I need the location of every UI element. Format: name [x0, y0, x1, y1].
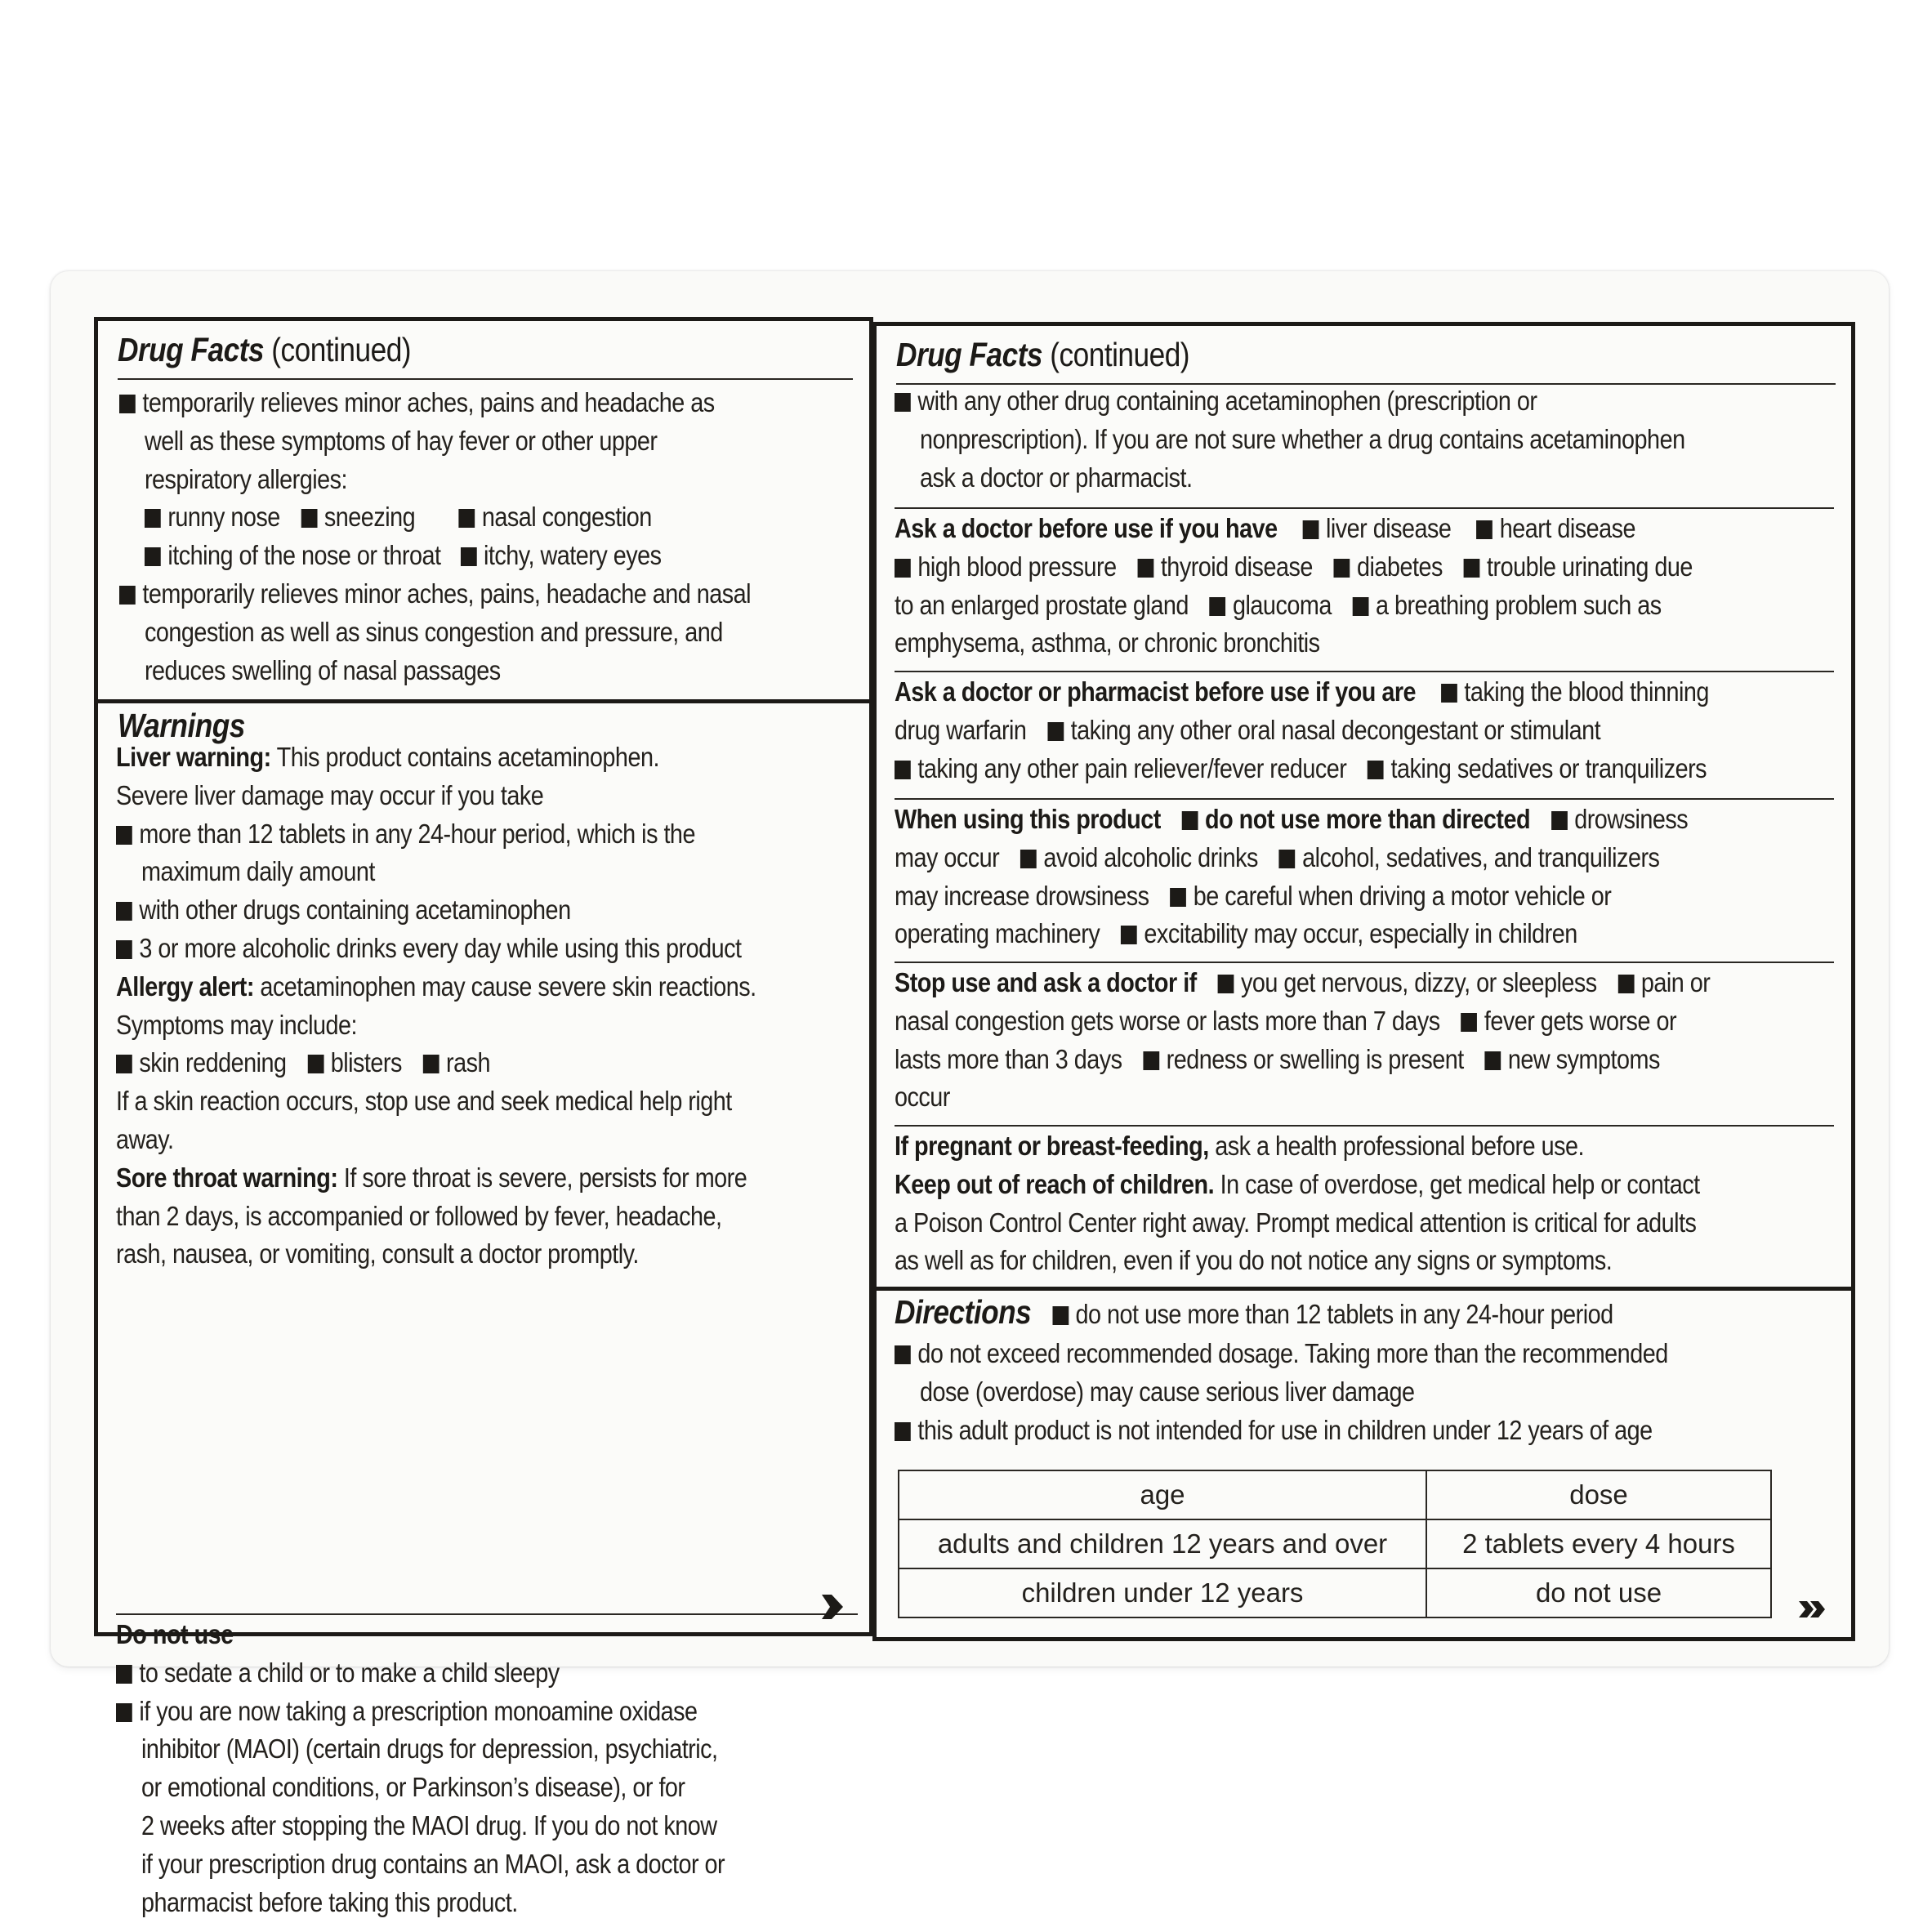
ask-doctor-section — [895, 511, 1834, 672]
bullet-square-icon — [1353, 597, 1369, 616]
bullet-square-icon — [1137, 559, 1153, 578]
table-cell-age: children under 12 years — [899, 1568, 1426, 1617]
right-header-suffix: (continued) — [1050, 336, 1190, 373]
table-row — [899, 1519, 1771, 1568]
pregnant-line: If pregnant or breast-feeding, ask a health professional before use. — [895, 1131, 1584, 1162]
stop-use-line-2: nasal congestion gets worse or lasts more than 7 days fever gets worse or — [895, 1006, 1677, 1037]
warnings-rule — [116, 1613, 858, 1615]
liver-warning-line-1: Liver warning: This product contains acetaminophen. — [116, 743, 659, 773]
allergy-line-4: away. — [116, 1124, 174, 1155]
bullet-square-icon — [1218, 975, 1234, 993]
sore-throat-line-1: Sore throat warning: If sore throat is severe, persists for more — [116, 1162, 747, 1194]
bullet-square-icon — [116, 902, 132, 921]
right-header-title: Drug Facts — [896, 336, 1043, 373]
other-drug-section — [895, 383, 1834, 509]
bullet-square-icon — [1334, 559, 1350, 578]
bullet-square-icon — [1485, 1051, 1501, 1070]
bullet-square-icon — [1464, 559, 1480, 578]
bullet-square-icon — [1551, 811, 1568, 830]
bullet-square-icon — [119, 586, 136, 605]
bullet-square-icon — [1210, 597, 1226, 616]
liver-bullet-1: more than 12 tablets in any 24-hour period, which is the — [116, 816, 756, 854]
sore-throat-line-3: rash, nausea, or vomiting, consult a doctor promptly. — [116, 1239, 639, 1270]
allergy-line-1: Allergy alert: acetaminophen may cause severe skin reactions. — [116, 971, 756, 1002]
keep-out-line-3: as well as for children, even if you do not notice any signs or symptoms. — [895, 1246, 1613, 1277]
right-header-row — [896, 332, 1836, 385]
uses2-line-3: reduces swelling of nasal passages — [144, 655, 501, 686]
bullet-square-icon — [895, 1345, 911, 1364]
ask-doctor-line-4: emphysema, asthma, or chronic bronchitis — [895, 628, 1320, 659]
bullet-square-icon — [145, 547, 161, 566]
do-not-use-b2-line-3: or emotional conditions, or Parkinson’s disease), or for — [141, 1773, 685, 1804]
ask-pharm-line-1: Ask a doctor or pharmacist before use if you are taking the blood thinning — [895, 677, 1709, 707]
warnings-title: Warnings — [118, 707, 245, 744]
do-not-use-b2-line-6: pharmacist before taking this product. — [141, 1887, 518, 1918]
uses-line-1: temporarily relieves minor aches, pains and headache as — [119, 385, 751, 423]
when-using-line-1: When using this product do not use more than directed drowsiness — [895, 805, 1689, 835]
bullet-square-icon — [1617, 975, 1634, 993]
do-not-use-b2-line-5: if your prescription drug contains an MAOI, ask a doctor or — [141, 1849, 725, 1880]
left-header-title: Drug Facts — [118, 331, 265, 368]
table-cell-dose: 2 tablets every 4 hours — [1426, 1519, 1771, 1568]
bullet-square-icon — [116, 826, 132, 845]
other-drug-line-3: ask a doctor or pharmacist. — [919, 462, 1193, 493]
right-header — [896, 332, 1704, 377]
drug-facts-right-panel — [872, 322, 1855, 1641]
bullet-square-icon — [895, 393, 911, 412]
do-not-use-title: Do not use — [116, 1620, 234, 1650]
table-header-age: age — [899, 1470, 1426, 1519]
bullet-square-icon — [1279, 850, 1296, 868]
other-drug-line-2: nonprescription). If you are not sure whether a drug contains acetaminophen — [919, 424, 1685, 455]
do-not-use-b2-line-1: if you are now taking a prescription monoamine oxidase — [116, 1693, 725, 1732]
other-drug-line-1: with any other drug containing acetaminophen (prescription or — [895, 383, 1702, 422]
bullet-square-icon — [895, 761, 911, 779]
uses-line-3: respiratory allergies: — [144, 464, 348, 495]
warnings-body — [116, 739, 860, 1274]
pregnant-keep-out-section — [895, 1128, 1834, 1281]
bullet-square-icon — [145, 509, 161, 528]
bullet-square-icon — [116, 1665, 132, 1684]
table-cell-age: adults and children 12 years and over — [899, 1519, 1426, 1568]
stop-use-line-3: lasts more than 3 days redness or swelling is present new symptoms — [895, 1044, 1660, 1075]
liver-bullet-3: 3 or more alcoholic drinks every day while using this product — [116, 930, 756, 969]
sore-throat-line-2: than 2 days, is accompanied or followed by fever, headache, — [116, 1201, 722, 1232]
directions-line-1: Directions do not use more than 12 tablets in any 24-hour period — [895, 1293, 1613, 1331]
ask-pharm-line-2: drug warfarin taking any other oral nasal decongestant or stimulant — [895, 715, 1601, 746]
left-header — [118, 328, 750, 372]
when-using-line-2: may occur avoid alcoholic drinks alcohol, sedatives, and tranquilizers — [895, 842, 1660, 873]
uses-section — [98, 321, 869, 701]
stop-use-line-4: occur — [895, 1082, 950, 1113]
bullet-square-icon — [1121, 926, 1137, 944]
allergy-line-2: Symptoms may include: — [116, 1010, 357, 1041]
directions-b2-cont: dose (overdose) may cause serious liver damage — [919, 1376, 1415, 1408]
allergy-line-3: If a skin reaction occurs, stop use and seek medical help right — [116, 1086, 732, 1118]
bullet-square-icon — [458, 509, 475, 528]
uses2-line-2: congestion as well as sinus congestion and pressure, and — [144, 617, 723, 648]
bullet-square-icon — [423, 1055, 439, 1073]
ask-doctor-line-2: high blood pressure thyroid disease diabetes trouble urinating due — [895, 549, 1702, 587]
do-not-use-b1: to sedate a child or to make a child sleepy — [116, 1655, 725, 1693]
liver-bullet-1-cont: maximum daily amount — [141, 857, 375, 888]
bullet-square-icon — [1052, 1306, 1069, 1325]
stop-use-line-1: Stop use and ask a doctor if you get nervous, dizzy, or sleepless pain or — [895, 968, 1711, 998]
continue-arrow-icon — [820, 1593, 845, 1621]
bullet-square-icon — [1170, 888, 1186, 907]
bullet-square-icon — [1182, 811, 1198, 830]
symptoms-row-1: runny nose sneezing nasal congestion — [119, 499, 751, 538]
ask-pharmacist-section — [895, 674, 1834, 800]
uses-list — [119, 385, 854, 690]
keep-out-line-2: a Poison Control Center right away. Prompt medical attention is critical for adults — [895, 1207, 1697, 1238]
left-header-row — [118, 328, 853, 380]
when-using-line-4: operating machinery excitability may occur, especially in children — [895, 919, 1577, 950]
bullet-square-icon — [1047, 722, 1064, 741]
left-header-suffix: (continued) — [271, 331, 412, 368]
when-using-section — [895, 801, 1834, 963]
bullet-square-icon — [895, 1422, 911, 1441]
dosage-table — [898, 1470, 1772, 1618]
directions-b3: this adult product is not intended for use in children under 12 years of age — [895, 1412, 1702, 1451]
bullet-square-icon — [895, 559, 911, 578]
liver-bullet-2: with other drugs containing acetaminophen — [116, 892, 756, 930]
directions-section — [895, 1295, 1834, 1450]
bullet-square-icon — [1303, 520, 1319, 539]
uses2-line-1: temporarily relieves minor aches, pains, headache and nasal — [119, 576, 751, 614]
bullet-square-icon — [1368, 761, 1384, 779]
when-using-line-3: may increase drowsiness be careful when driving a motor vehicle or — [895, 881, 1612, 912]
bullet-square-icon — [461, 547, 477, 566]
bullet-square-icon — [301, 509, 318, 528]
bullet-square-icon — [1476, 520, 1493, 539]
bullet-square-icon — [116, 940, 132, 959]
bullet-square-icon — [1143, 1051, 1159, 1070]
bullet-square-icon — [116, 1055, 132, 1073]
allergy-items: skin reddening blisters rash — [116, 1045, 756, 1083]
ask-pharm-line-3: taking any other pain reliever/fever reducer taking sedatives or tranquilizers — [895, 751, 1702, 789]
warnings-section — [98, 703, 869, 1635]
bullet-square-icon — [1020, 850, 1037, 868]
bullet-square-icon — [307, 1055, 323, 1073]
uses-line-2: well as these symptoms of hay fever or other upper — [144, 426, 658, 457]
right-divider — [877, 1287, 1851, 1291]
turn-over-arrow-icon — [1797, 1598, 1828, 1622]
table-header-dose: dose — [1426, 1470, 1771, 1519]
bullet-square-icon — [119, 395, 136, 413]
symptoms-row-2: itching of the nose or throat itchy, watery eyes — [119, 538, 751, 576]
do-not-use-b2-line-4: 2 weeks after stopping the MAOI drug. If you do not know — [141, 1810, 717, 1841]
liver-warning-line-2: Severe liver damage may occur if you take — [116, 780, 544, 811]
bullet-square-icon — [1441, 684, 1457, 703]
bullet-square-icon — [116, 1703, 132, 1722]
keep-out-line-1: Keep out of reach of children. In case of overdose, get medical help or contact — [895, 1169, 1700, 1200]
table-cell-dose: do not use — [1426, 1568, 1771, 1617]
directions-b2: do not exceed recommended dosage. Taking more than the recommended — [895, 1336, 1702, 1374]
do-not-use-body — [116, 1617, 823, 1922]
table-row — [899, 1568, 1771, 1617]
drug-facts-left-panel — [94, 317, 873, 1918]
bullet-square-icon — [1461, 1013, 1477, 1032]
directions-title: Directions — [895, 1293, 1032, 1331]
table-header-row — [899, 1470, 1771, 1519]
ask-doctor-line-3: to an enlarged prostate gland glaucoma a breathing problem such as — [895, 590, 1662, 621]
do-not-use-b2-line-2: inhibitor (MAOI) (certain drugs for depression, psychiatric, — [141, 1734, 718, 1765]
stop-use-section — [895, 965, 1834, 1127]
ask-doctor-line-1: Ask a doctor before use if you have liver disease heart disease — [895, 514, 1636, 544]
